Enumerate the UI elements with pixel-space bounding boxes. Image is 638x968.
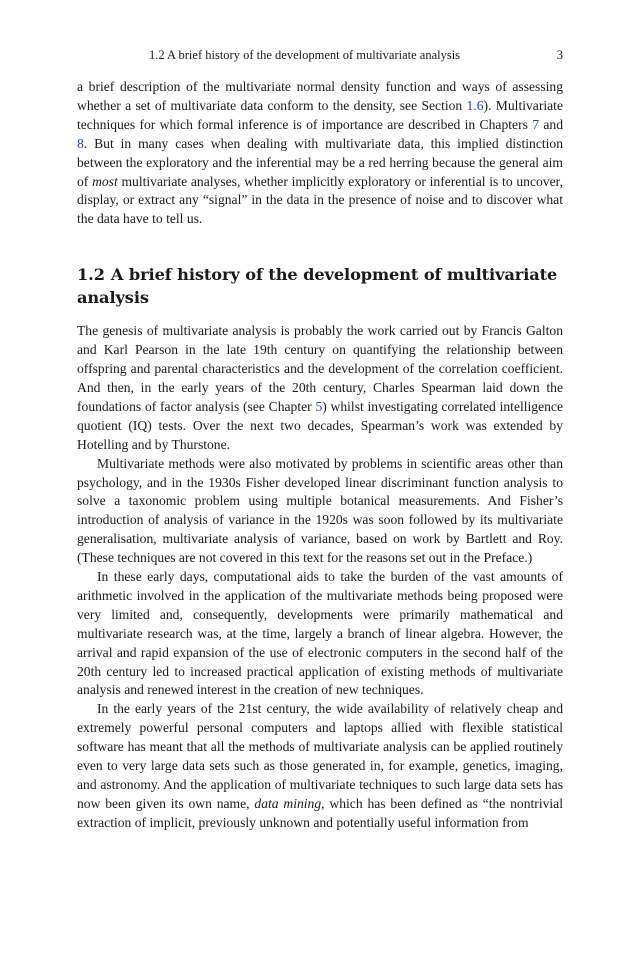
running-head-title: 1.2 A brief history of the development of multivariate analysis [149,48,461,62]
intro-paragraph [77,78,563,229]
paragraph-21st-century [77,700,563,832]
paragraph-early-days: In these early days, computational aids to take the burden of the vast amounts of arithmetic involved in the application of the multivariate methods being proposed were very limited and, consequently, developments were primarily mathematical and multivariate research was, at the time, largely a branch of linear algebra. However, the arrival and rapid expansion of the use of electronic computers in the second half of the 20th century led to increased practical application of existing methods of multivariate analysis and renewed interest in the creation of new techniques. [77,569,563,698]
intro-text-3: and [539,116,564,132]
section-number: 1.2 [77,265,105,285]
section-title: A brief history of the development of multivariate analysis [77,265,558,308]
paragraph-text: The genesis of multivariate analysis is probably the work carried out by Francis Galton and Karl Pearson in the late 19th century on quantifying the relationship between offspring and parental characteristics and the development of the correlation coefficient. And then, in the early years of the 20th century, Charles Spearman laid down the foundations of factor analysis (see Chapter [77,323,563,414]
book-page [77,46,563,833]
page-number: 3 [556,48,563,62]
intro-text-5: multivariate analyses, whether implicitly exploratory or inferential is to uncover, display, or extract any “signal” in the data in the presence of noise and to discover what the data have to tell us. [77,173,563,227]
chapter-7-ref-link[interactable]: 7 [532,116,540,132]
intro-text-2: ). Multivariate techniques for which formal inference is of importance are described in Chapters [77,97,563,132]
chapter-5-ref-link[interactable]: 5 [315,398,323,414]
paragraph-text: ) whilst investigating correlated intelligence quotient (IQ) tests. Over the next two decades, Spearman’s work was extended by Hotelling and by Thurstone. [77,398,563,452]
paragraph-motivation: Multivariate methods were also motivated by problems in scientific areas other than psychology, and in the 1930s Fisher developed linear discriminant function analysis to solve a taxonomic problem using multiple botanical measurements. And Fisher’s introduction of analysis of variance in the 1920s was soon followed by its multivariate generalisation, multivariate analysis of variance, based on work by Bartlett and Roy. (These techniques are not covered in this text for the reasons set out in the Preface.) [77,455,563,566]
paragraph-text: , which has been defined as “the nontrivial extraction of implicit, previously unknown and potentially useful information from [77,795,563,830]
section-body [77,322,563,832]
section-heading [77,263,563,309]
section-ref-link[interactable]: 1.6 [466,97,484,113]
intro-text-1: a brief description of the multivariate normal density function and ways of assessing whether a set of multivariate data conform to the density, see Section [77,79,563,113]
paragraph-text: In the early years of the 21st century, the wide availability of relatively cheap and extremely powerful personal computers and laptops allied with flexible statistical software has meant that all the methods of multivariate analysis can be applied routinely even to very large data sets such as those generated in, for example, genetics, imaging, and astronomy. And the application of multivariate techniques to such large data sets has now been given its own name, [77,701,563,811]
running-head [77,46,563,64]
paragraph-genesis [77,322,563,454]
intro-text-4: . But in many cases when dealing with multivariate data, this implied distinction between the exploratory and the inferential may be a red herring because the general aim of [77,135,563,189]
chapter-8-ref-link[interactable]: 8 [77,135,84,151]
emphasis-most: most [92,173,118,189]
emphasis-data-mining: data mining [254,795,322,811]
